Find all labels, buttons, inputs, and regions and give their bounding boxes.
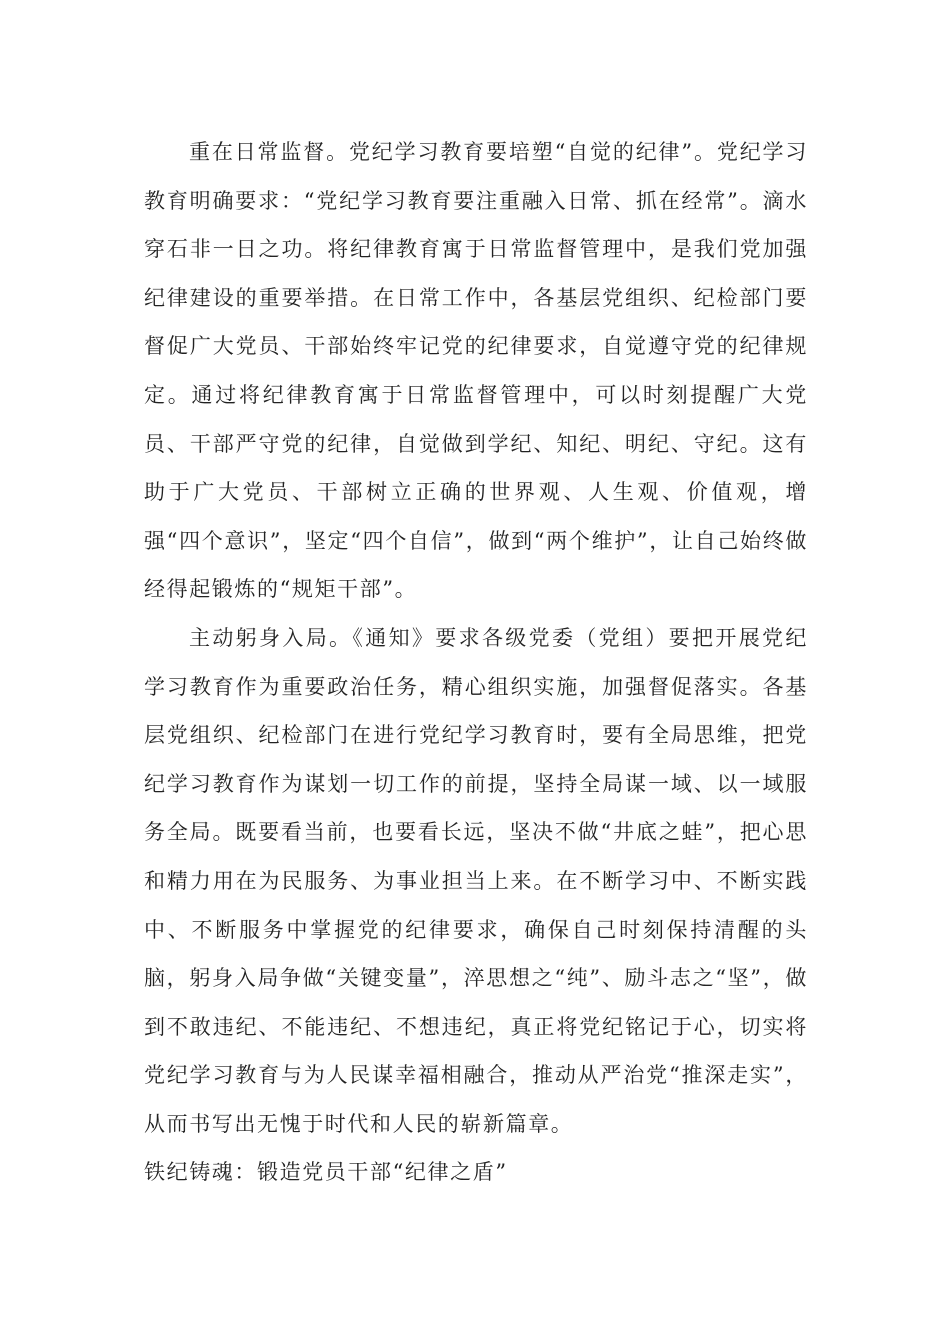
- section-heading: 铁纪铸魂：锻造党员干部“纪律之盾”: [144, 1160, 508, 1185]
- document-body: [144, 128, 808, 1197]
- paragraph-take-initiative: 主动躬身入局。《通知》要求各级党委（党组）要把开展党纪学习教育作为重要政治任务，精心组织实施，加强督促落实。各基层党组织、纪检部门在进行党纪学习教育时，要有全局思维，把党纪学习教育作为谋划一切工作的前提，坚持全局谋一域、以一域服务全局。既要看当前，也要看长远，坚决不做“井底之蛙”，把心思和精力用在为民服务、为事业担当上来。在不断学习中、不断实践中、不断服务中掌握党的纪律要求，确保自己时刻保持清醒的头脑，躬身入局争做“关键变量”，淬思想之“纯”、励斗志之“坚”，做到不敢违纪、不能违纪、不想违纪，真正将党纪铭记于心，切实将党纪学习教育与为人民谋幸福相融合，推动从严治党“推深走实”，从而书写出无愧于时代和人民的崭新篇章。: [144, 625, 808, 1136]
- paragraph-daily-supervision: 重在日常监督。党纪学习教育要培塑“自觉的纪律”。党纪学习教育明确要求：“党纪学习教育要注重融入日常、抓在经常”。滴水穿石非一日之功。将纪律教育寓于日常监督管理中，是我们党加强纪律建设的重要举措。在日常工作中，各基层党组织、纪检部门要督促广大党员、干部始终牢记党的纪律要求，自觉遵守党的纪律规定。通过将纪律教育寓于日常监督管理中，可以时刻提醒广大党员、干部严守党的纪律，自觉做到学纪、知纪、明纪、守纪。这有助于广大党员、干部树立正确的世界观、人生观、价值观，增强“四个意识”，坚定“四个自信”，做到“两个维护”，让自己始终做经得起锻炼的“规矩干部”。: [144, 140, 808, 602]
